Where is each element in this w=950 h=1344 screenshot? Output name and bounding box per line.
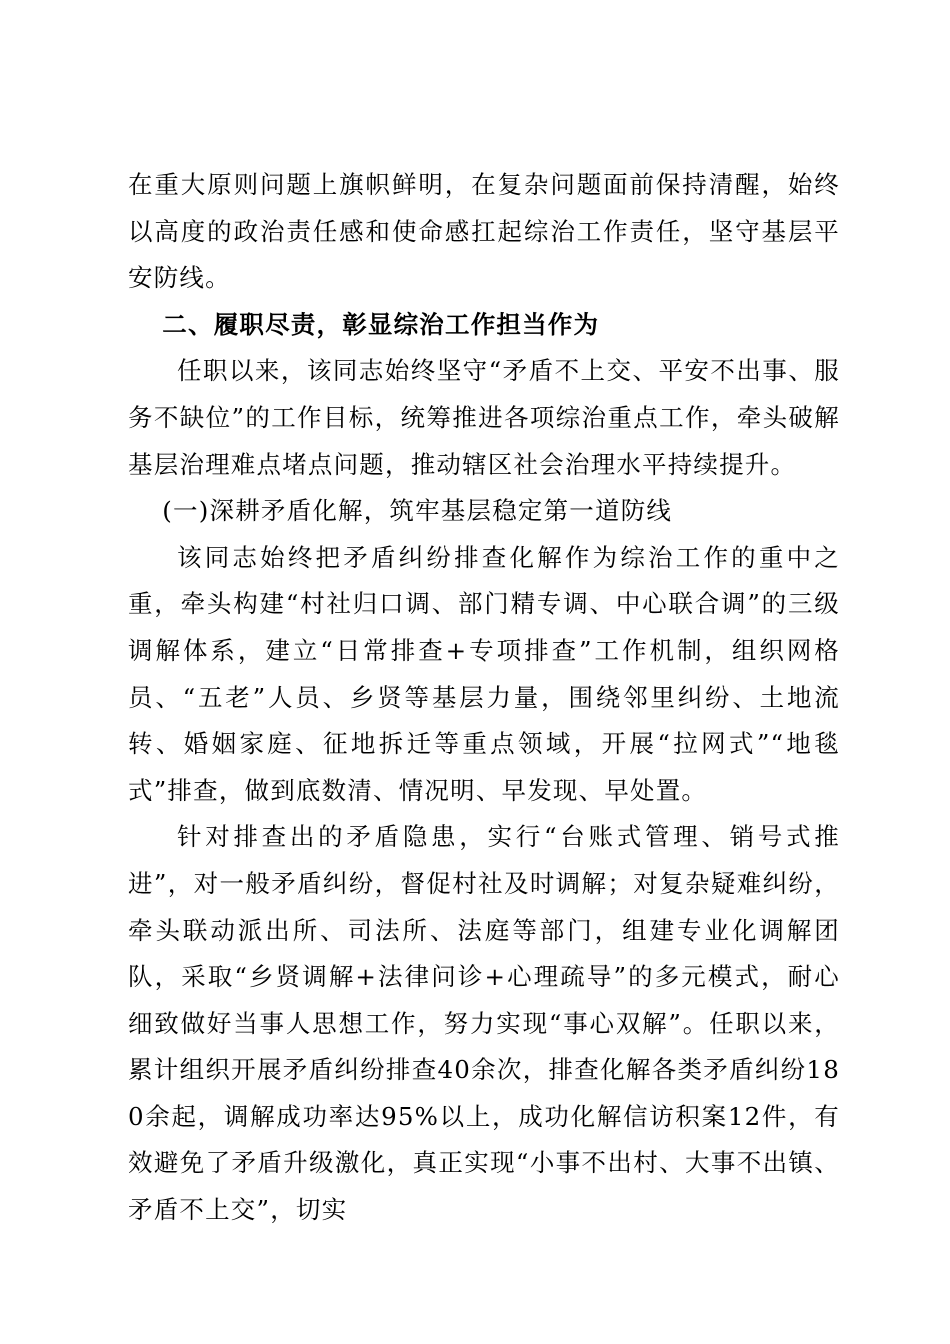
paragraph-continuation: 在重大原则问题上旗帜鲜明，在复杂问题面前保持清醒，始终以高度的政治责任感和使命感扛起综治工作责任，坚守基层平安防线。 — [128, 170, 840, 293]
subsection-heading: (一)深耕矛盾化解，筑牢基层稳定第一道防线 — [162, 496, 673, 526]
paragraph-intro: 任职以来，该同志始终坚守“矛盾不上交、平安不出事、服务不缺位”的工作目标，统筹推进各项综治重点工作，牵头破解基层治理难点堵点问题，推动辖区社会治理水平持续提升。 — [128, 356, 840, 479]
paragraph-mechanism: 该同志始终把矛盾纠纷排查化解作为综治工作的重中之重，牵头构建“村社归口调、部门精专调、中心联合调”的三级调解体系，建立“日常排查+专项排查”工作机制，组织网格员、“五老”人员、乡贤等基层力量，围绕邻里纠纷、土地流转、婚姻家庭、征地拆迁等重点领域，开展“拉网式”“地毯式”排查，做到底数清、情况明、早发现、早处置。 — [128, 542, 840, 805]
section-heading: 二、履职尽责，彰显综治工作担当作为 — [162, 309, 600, 339]
paragraph-results: 针对排查出的矛盾隐患，实行“台账式管理、销号式推进”，对一般矛盾纠纷，督促村社及时调解；对复杂疑难纠纷，牵头联动派出所、司法所、法庭等部门，组建专业化调解团队，采取“乡贤调解+法律问诊+心理疏导”的多元模式，耐心细致做好当事人思想工作，努力实现“事心双解”。任职以来，累计组织开展矛盾纠纷排查40余次，排查化解各类矛盾纠纷180余起，调解成功率达95%以上，成功化解信访积案12件，有效避免了矛盾升级激化，真正实现“小事不出村、大事不出镇、矛盾不上交”，切实 — [128, 822, 840, 1225]
document-body — [128, 162, 840, 1234]
